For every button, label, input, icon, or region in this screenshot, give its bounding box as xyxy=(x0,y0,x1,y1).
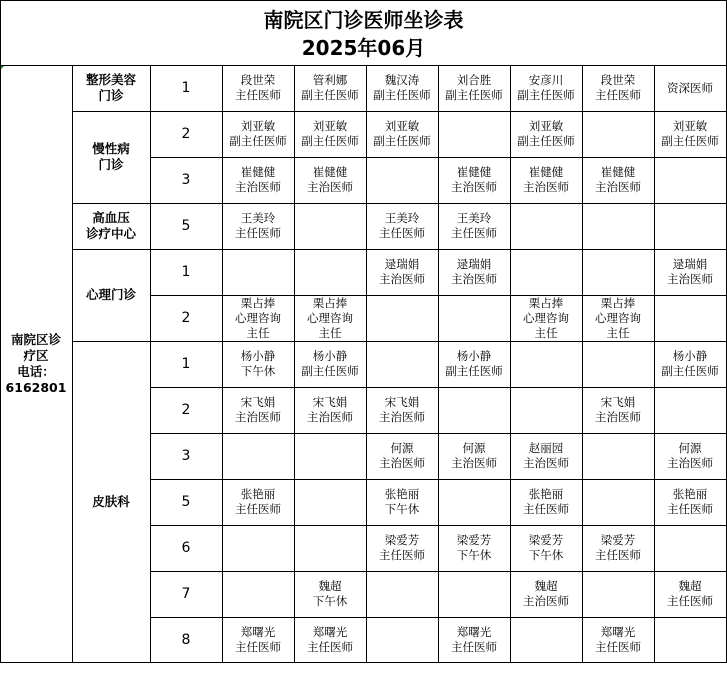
doctor-cell: 逯瑞娟 主治医师 xyxy=(379,257,425,286)
doctor-cell xyxy=(222,433,294,479)
grid-line xyxy=(654,65,655,663)
doctor-cell: 资深医师 xyxy=(667,80,713,95)
doctor-cell xyxy=(510,617,582,663)
room-number: 3 xyxy=(181,448,191,464)
doctor-cell: 刘亚敏 副主任医师 xyxy=(373,119,431,148)
grid-line xyxy=(0,662,727,663)
doctor-cell: 梁爱芳 主任医师 xyxy=(595,533,641,562)
room-number: 2 xyxy=(181,126,191,142)
doctor-cell: 梁爱芳 下午休 xyxy=(528,533,564,562)
room-number: 8 xyxy=(181,632,191,648)
doctor-cell: 段世荣 主任医师 xyxy=(595,73,641,102)
doctor-cell: 杨小静 副主任医师 xyxy=(301,349,359,378)
doctor-cell: 崔健健 主治医师 xyxy=(523,165,569,194)
grid-line xyxy=(72,65,73,663)
room-number: 5 xyxy=(181,218,191,234)
doctor-cell: 崔健健 主治医师 xyxy=(235,165,281,194)
doctor-cell: 郑曙光 主任医师 xyxy=(307,625,353,654)
doctor-cell: 魏汉涛 副主任医师 xyxy=(373,73,431,102)
room-number: 2 xyxy=(181,310,191,326)
doctor-cell: 宋飞娟 主治医师 xyxy=(595,395,641,424)
doctor-cell: 逯瑞娟 主治医师 xyxy=(451,257,497,286)
doctor-cell xyxy=(582,479,654,525)
doctor-cell: 刘亚敏 副主任医师 xyxy=(661,119,719,148)
doctor-cell: 崔健健 主治医师 xyxy=(451,165,497,194)
doctor-cell: 王美玲 主任医师 xyxy=(451,211,497,240)
doctor-cell xyxy=(366,341,438,387)
grid-line xyxy=(582,65,583,663)
doctor-cell: 管利娜 副主任医师 xyxy=(301,73,359,102)
grid-line xyxy=(222,65,223,663)
doctor-cell: 刘亚敏 副主任医师 xyxy=(229,119,287,148)
doctor-cell xyxy=(654,203,726,249)
doctor-cell: 魏超 下午休 xyxy=(312,579,348,608)
doctor-cell xyxy=(222,525,294,571)
doctor-cell xyxy=(222,571,294,617)
doctor-cell xyxy=(438,295,510,341)
page-subtitle: 2025年06月 xyxy=(301,36,426,60)
doctor-cell xyxy=(654,387,726,433)
department-label: 慢性病 门诊 xyxy=(92,141,130,172)
doctor-cell xyxy=(582,571,654,617)
doctor-cell: 栗占捧 心理咨询 主任 xyxy=(523,295,569,340)
doctor-cell: 赵丽园 主治医师 xyxy=(523,441,569,470)
doctor-cell xyxy=(366,295,438,341)
doctor-cell xyxy=(582,111,654,157)
doctor-cell: 杨小静 副主任医师 xyxy=(661,349,719,378)
doctor-cell xyxy=(294,249,366,295)
doctor-cell xyxy=(582,433,654,479)
page-title: 南院区门诊医师坐诊表 xyxy=(263,8,464,32)
doctor-cell: 魏超 主任医师 xyxy=(667,579,713,608)
grid-line xyxy=(150,65,151,663)
site-label: 南院区诊 疗区 电话： 6162801 xyxy=(5,332,67,395)
doctor-cell: 崔健健 主治医师 xyxy=(307,165,353,194)
doctor-cell: 栗占捧 心理咨询 主任 xyxy=(307,295,353,340)
doctor-cell xyxy=(510,341,582,387)
doctor-cell: 郑曙光 主任医师 xyxy=(235,625,281,654)
room-number: 2 xyxy=(181,402,191,418)
doctor-cell: 王美玲 主任医师 xyxy=(235,211,281,240)
doctor-cell: 刘亚敏 副主任医师 xyxy=(517,119,575,148)
doctor-cell xyxy=(294,525,366,571)
department-label: 整形美容 门诊 xyxy=(85,72,136,103)
doctor-cell xyxy=(438,571,510,617)
department-label: 皮肤科 xyxy=(92,494,130,509)
grid-line xyxy=(0,65,727,66)
doctor-cell xyxy=(510,249,582,295)
doctor-cell xyxy=(510,203,582,249)
doctor-cell: 张艳丽 下午休 xyxy=(384,487,420,516)
doctor-cell xyxy=(582,249,654,295)
doctor-cell: 段世荣 主任医师 xyxy=(235,73,281,102)
doctor-cell: 逯瑞娟 主治医师 xyxy=(667,257,713,286)
room-number: 7 xyxy=(181,586,191,602)
doctor-cell xyxy=(366,571,438,617)
department-label: 心理门诊 xyxy=(85,287,136,302)
doctor-cell xyxy=(582,203,654,249)
doctor-cell: 张艳丽 主任医师 xyxy=(235,487,281,516)
doctor-cell xyxy=(582,341,654,387)
doctor-cell: 栗占捧 心理咨询 主任 xyxy=(595,295,641,340)
room-number: 1 xyxy=(181,264,191,280)
doctor-cell xyxy=(510,387,582,433)
doctor-cell: 梁爱芳 下午休 xyxy=(456,533,492,562)
doctor-cell xyxy=(438,111,510,157)
doctor-cell xyxy=(654,617,726,663)
grid-line xyxy=(438,65,439,663)
room-number: 5 xyxy=(181,494,191,510)
doctor-cell: 何源 主治医师 xyxy=(667,441,713,470)
room-number: 1 xyxy=(181,80,191,96)
grid-line xyxy=(0,0,727,1)
doctor-cell: 何源 主治医师 xyxy=(379,441,425,470)
doctor-cell: 安彦川 副主任医师 xyxy=(517,73,575,102)
doctor-cell xyxy=(654,525,726,571)
doctor-cell xyxy=(654,157,726,203)
doctor-cell: 崔健健 主治医师 xyxy=(595,165,641,194)
doctor-cell: 王美玲 主任医师 xyxy=(379,211,425,240)
doctor-cell: 郑曙光 主任医师 xyxy=(451,625,497,654)
doctor-cell: 杨小静 下午休 xyxy=(240,349,276,378)
doctor-cell: 宋飞娟 主治医师 xyxy=(307,395,353,424)
grid-line xyxy=(0,0,1,663)
doctor-cell: 宋飞娟 主治医师 xyxy=(235,395,281,424)
doctor-cell: 张艳丽 主任医师 xyxy=(667,487,713,516)
doctor-cell xyxy=(438,479,510,525)
doctor-cell: 魏超 主治医师 xyxy=(523,579,569,608)
doctor-cell: 杨小静 副主任医师 xyxy=(445,349,503,378)
doctor-cell: 刘亚敏 副主任医师 xyxy=(301,119,359,148)
doctor-cell: 何源 主治医师 xyxy=(451,441,497,470)
doctor-cell: 郑曙光 主任医师 xyxy=(595,625,641,654)
doctor-cell: 栗占捧 心理咨询 主任 xyxy=(235,295,281,340)
doctor-cell: 宋飞娟 主治医师 xyxy=(379,395,425,424)
doctor-cell: 张艳丽 主任医师 xyxy=(523,487,569,516)
doctor-cell xyxy=(222,249,294,295)
department-label: 高血压 诊疗中心 xyxy=(85,210,136,241)
doctor-cell xyxy=(366,617,438,663)
doctor-cell: 梁爱芳 主任医师 xyxy=(379,533,425,562)
grid-line xyxy=(366,65,367,663)
doctor-cell xyxy=(294,203,366,249)
doctor-cell xyxy=(294,433,366,479)
grid-line xyxy=(510,65,511,663)
grid-line xyxy=(294,65,295,663)
doctor-cell xyxy=(654,295,726,341)
doctor-cell xyxy=(294,479,366,525)
doctor-cell xyxy=(438,387,510,433)
doctor-cell xyxy=(366,157,438,203)
doctor-cell: 刘合胜 副主任医师 xyxy=(445,73,503,102)
room-number: 6 xyxy=(181,540,191,556)
room-number: 1 xyxy=(181,356,191,372)
room-number: 3 xyxy=(181,172,191,188)
